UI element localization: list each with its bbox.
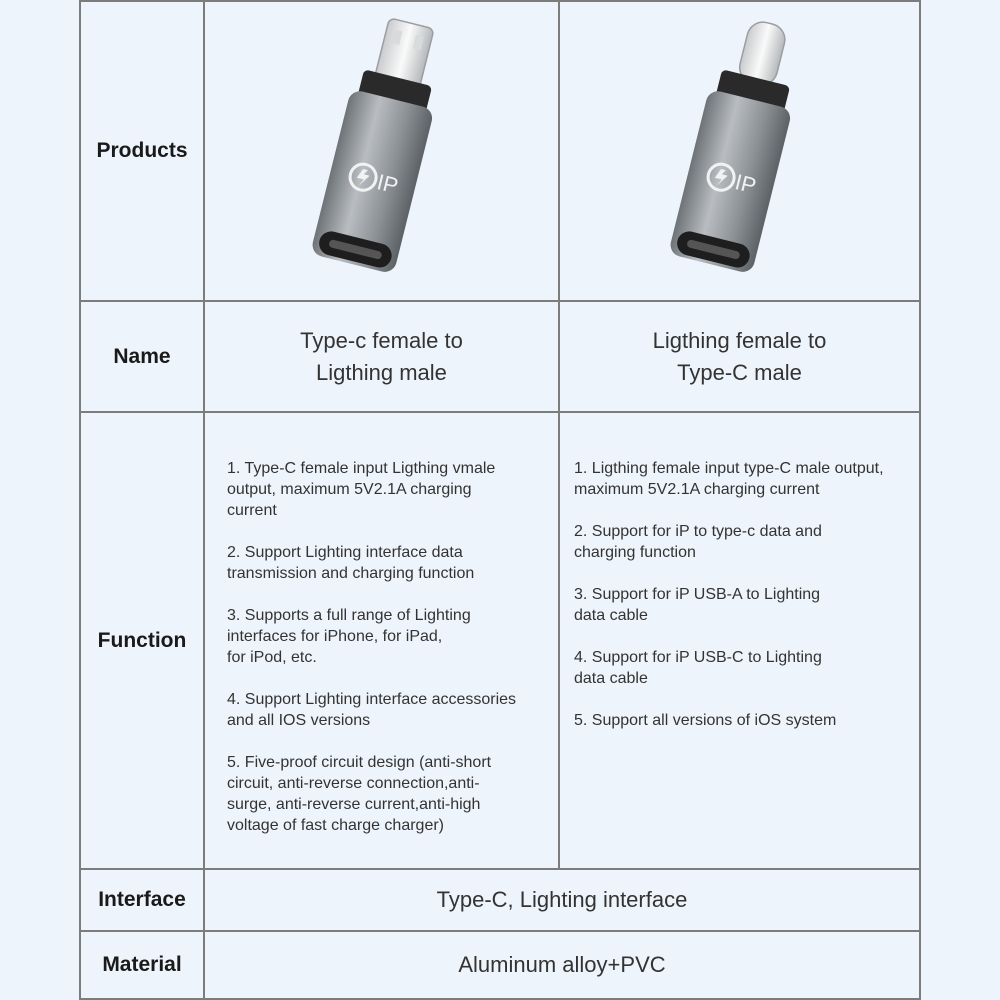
- usb-c-plug-adapter-icon: [625, 6, 855, 296]
- function-left-cell: [205, 413, 558, 868]
- list-item: 3. Support for iP USB-A to Lighting data cable: [574, 586, 821, 624]
- function-right-cell: [560, 413, 919, 868]
- function-label-cell: [81, 413, 203, 868]
- right-logo-text: IP: [732, 169, 759, 199]
- name-left: Type-c female to Ligthing male: [300, 327, 463, 385]
- list-item: 1. Type-C female input Ligthing vmale output, maximum 5V2.1A charging current: [227, 460, 496, 519]
- left-logo-text: IP: [374, 169, 401, 199]
- material-value: Aluminum alloy+PVC: [458, 952, 666, 977]
- function-left-list: [227, 458, 516, 857]
- lightning-plug-adapter-icon: [267, 6, 497, 296]
- interface-label: Interface: [98, 888, 186, 911]
- products-label-cell: [81, 2, 203, 300]
- product-left-cell: [205, 2, 558, 300]
- list-item: 2. Support Lighting interface data transmission and charging function: [227, 544, 475, 582]
- name-left-cell: [205, 302, 558, 411]
- material-value-cell: [205, 932, 919, 998]
- products-label: Products: [96, 139, 188, 162]
- list-item: 5. Support all versions of iOS system: [574, 712, 837, 729]
- name-label: Name: [113, 344, 171, 368]
- name-right: Ligthing female to Type-C male: [652, 327, 827, 385]
- list-item: 4. Support for iP USB-C to Lighting data cable: [574, 649, 822, 687]
- function-label: Function: [97, 628, 187, 652]
- name-label-cell: [81, 302, 203, 411]
- list-item: 5. Five-proof circuit design (anti-short circuit, anti-reverse connection,anti- surge, anti-reverse current,anti-high voltage of fast charge charger): [227, 754, 492, 834]
- material-label-cell: [81, 932, 203, 998]
- interface-label-cell: [81, 870, 203, 930]
- function-right-list: [574, 458, 884, 752]
- material-label: Material: [102, 953, 182, 976]
- name-right-cell: [560, 302, 919, 411]
- list-item: 2. Support for iP to type-c data and charging function: [574, 523, 822, 561]
- interface-value: Type-C, Lighting interface: [436, 887, 688, 912]
- spec-table: [79, 0, 921, 1000]
- interface-value-cell: [205, 870, 919, 930]
- list-item: 3. Supports a full range of Lighting interfaces for iPhone, for iPad, for iPod, etc.: [227, 607, 471, 666]
- list-item: 1. Ligthing female input type-C male output, maximum 5V2.1A charging current: [574, 460, 884, 498]
- list-item: 4. Support Lighting interface accessories and all IOS versions: [227, 691, 517, 729]
- product-right-cell: [560, 2, 919, 300]
